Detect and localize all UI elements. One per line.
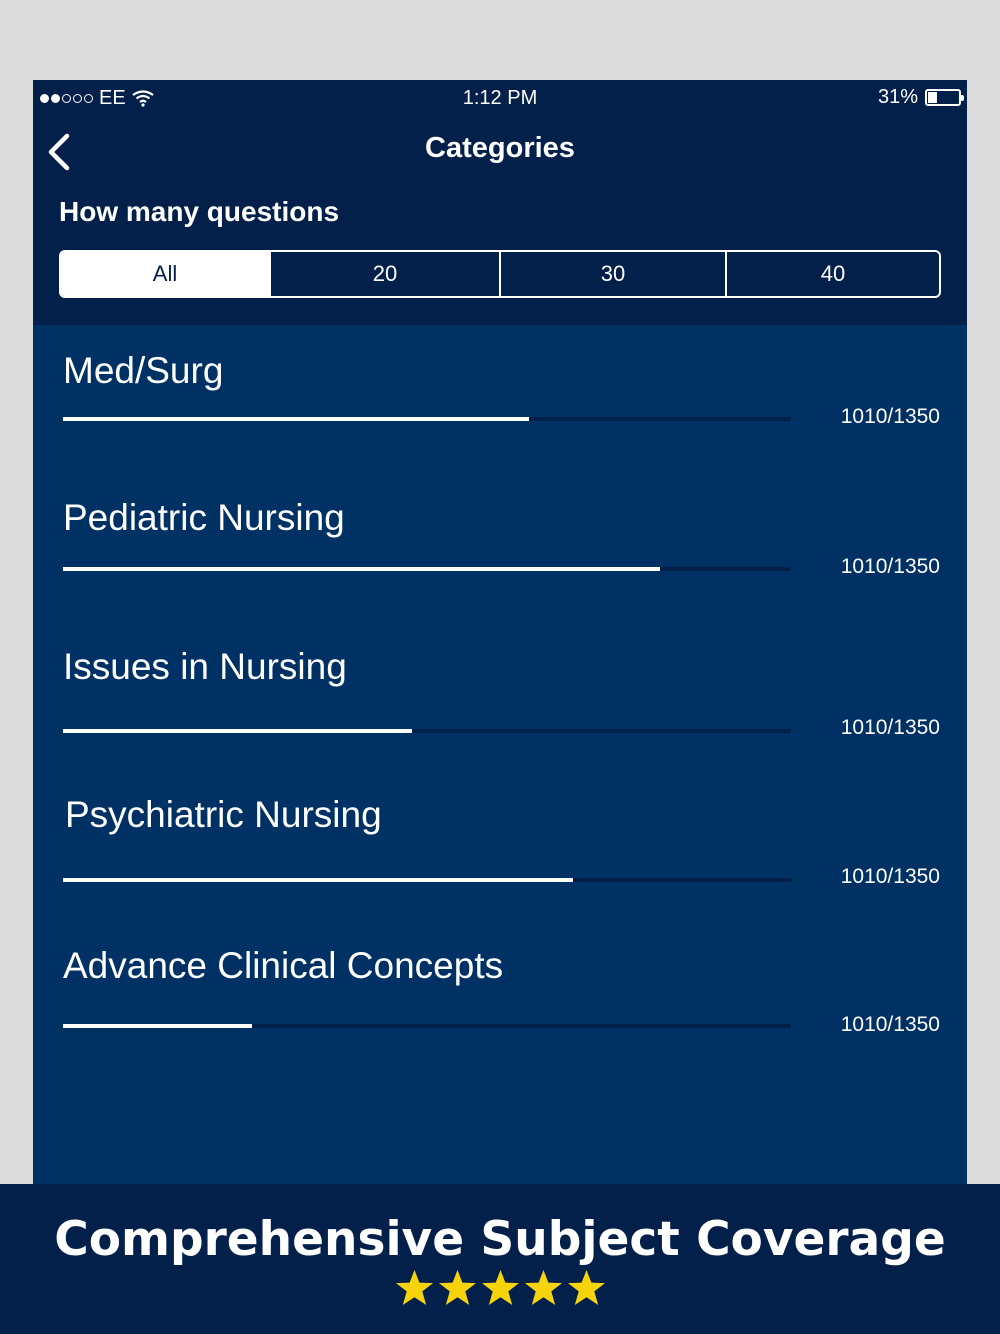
category-count: 1010/1350 [840, 865, 940, 888]
carrier-name: EE [99, 87, 126, 109]
progress-bar [63, 878, 791, 882]
status-bar [33, 80, 967, 116]
category-count: 1010/1350 [840, 405, 940, 428]
page-title: Categories [425, 132, 575, 164]
header [33, 80, 967, 325]
star-icon [524, 1268, 563, 1307]
category-item[interactable] [33, 497, 967, 647]
category-count: 1010/1350 [840, 555, 940, 578]
progress-bar [63, 567, 791, 571]
category-name: Psychiatric Nursing [65, 794, 382, 835]
star-icon [481, 1268, 520, 1307]
segment-all[interactable]: All [61, 252, 269, 296]
progress-bar [63, 417, 791, 421]
battery-percent: 31% [877, 86, 918, 108]
category-item[interactable] [33, 945, 967, 1095]
category-item[interactable] [33, 350, 967, 500]
progress-bar-fill [63, 417, 529, 421]
progress-bar-fill [63, 729, 412, 733]
category-count: 1010/1350 [840, 716, 940, 739]
question-count-label: How many questions [59, 196, 340, 227]
status-time: 1:12 PM [462, 87, 538, 109]
star-icon [438, 1268, 477, 1307]
rating-stars [0, 1268, 1000, 1307]
progress-bar-fill [63, 567, 660, 571]
app-screen [33, 80, 967, 1184]
category-name: Issues in Nursing [63, 646, 347, 687]
category-name: Med/Surg [63, 350, 224, 391]
category-name: Pediatric Nursing [63, 497, 345, 538]
progress-bar [63, 1024, 791, 1028]
promo-banner [0, 1184, 1000, 1334]
star-icon [395, 1268, 434, 1307]
battery-icon [925, 89, 961, 106]
category-name: Advance Clinical Concepts [63, 945, 504, 986]
progress-bar-fill [63, 878, 573, 882]
segment-40[interactable]: 40 [725, 252, 939, 296]
category-item[interactable] [33, 646, 967, 796]
category-item[interactable] [33, 794, 967, 944]
segment-20[interactable]: 20 [269, 252, 499, 296]
star-icon [567, 1268, 606, 1307]
progress-bar-fill [63, 1024, 252, 1028]
banner-headline: Comprehensive Subject Coverage [54, 1212, 946, 1267]
category-count: 1010/1350 [840, 1013, 940, 1036]
progress-bar [63, 729, 791, 733]
segment-30[interactable]: 30 [499, 252, 725, 296]
question-count-segmented-control [59, 250, 941, 298]
